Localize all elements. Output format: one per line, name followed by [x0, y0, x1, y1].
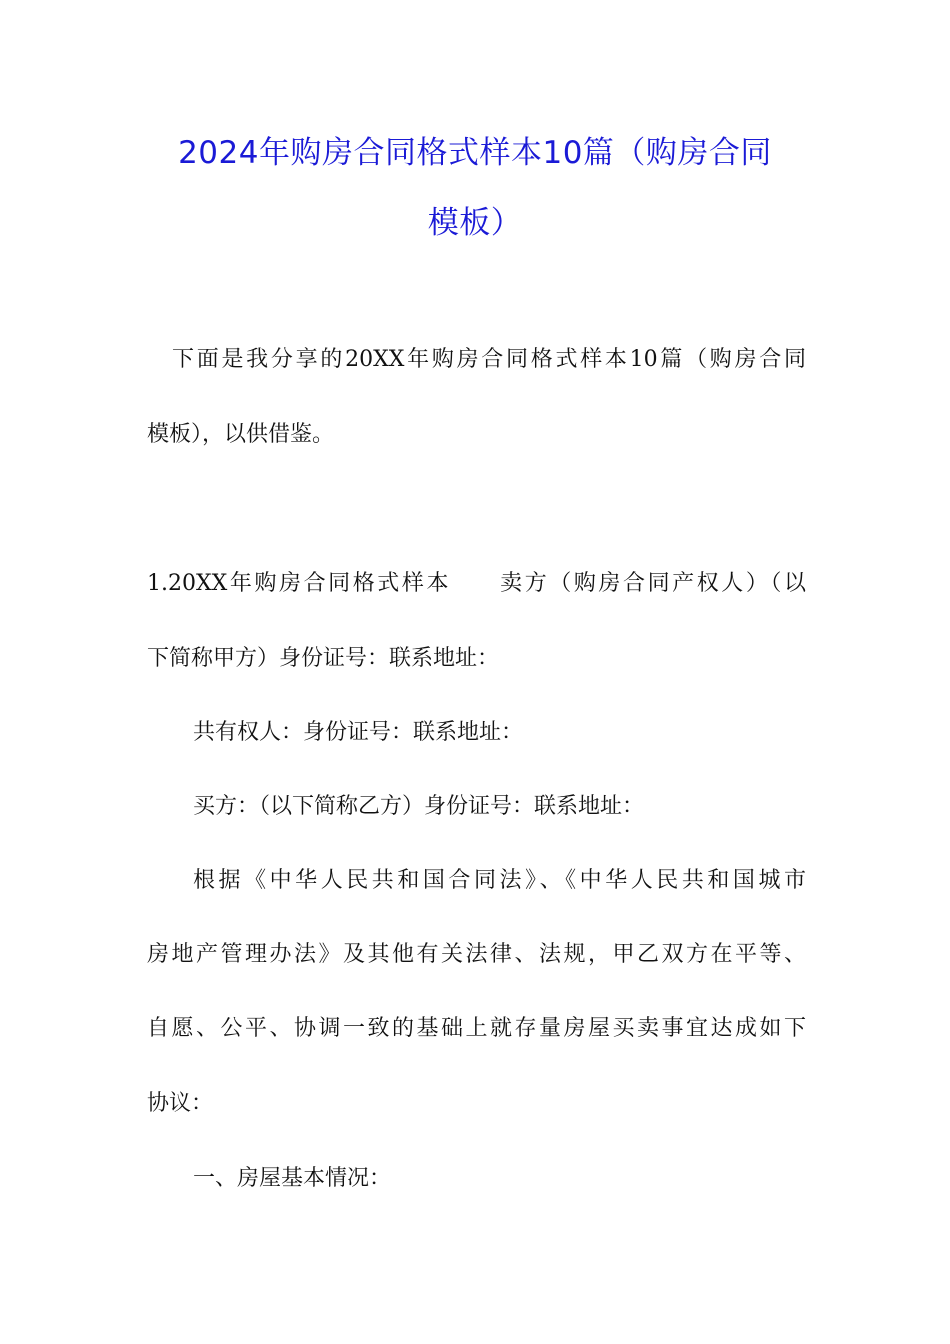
body-line-11: 一、房屋基本情况： — [193, 1166, 392, 1191]
body-line-6: 买方：（以下简称乙方）身份证号：联系地址： — [193, 794, 645, 819]
body-line-5: 共有权人：身份证号：联系地址： — [193, 720, 524, 745]
document-title-line-2: 模板） — [427, 205, 523, 241]
body-line-8: 房地产管理办法》及其他有关法律、法规，甲乙双方在平等、 — [147, 942, 806, 967]
body-line-7: 根据《中华人民共和国合同法》、《中华人民共和国城市 — [193, 868, 806, 893]
body-line-10: 协议： — [147, 1091, 214, 1116]
body-line-2: 模板），以供借鉴。 — [147, 422, 335, 447]
body-line-4: 下简称甲方）身份证号：联系地址： — [147, 646, 500, 671]
body-line-1: 下面是我分享的20XX年购房合同格式样本10篇（购房合同 — [172, 347, 806, 372]
body-line-9: 自愿、公平、协调一致的基础上就存量房屋买卖事宜达成如下 — [147, 1016, 806, 1041]
body-line-3: 1.20XX年购房合同格式样本 卖方（购房合同产权人）（以 — [147, 571, 806, 596]
document-title-line-1: 2024年购房合同格式样本10篇（购房合同 — [178, 135, 772, 171]
